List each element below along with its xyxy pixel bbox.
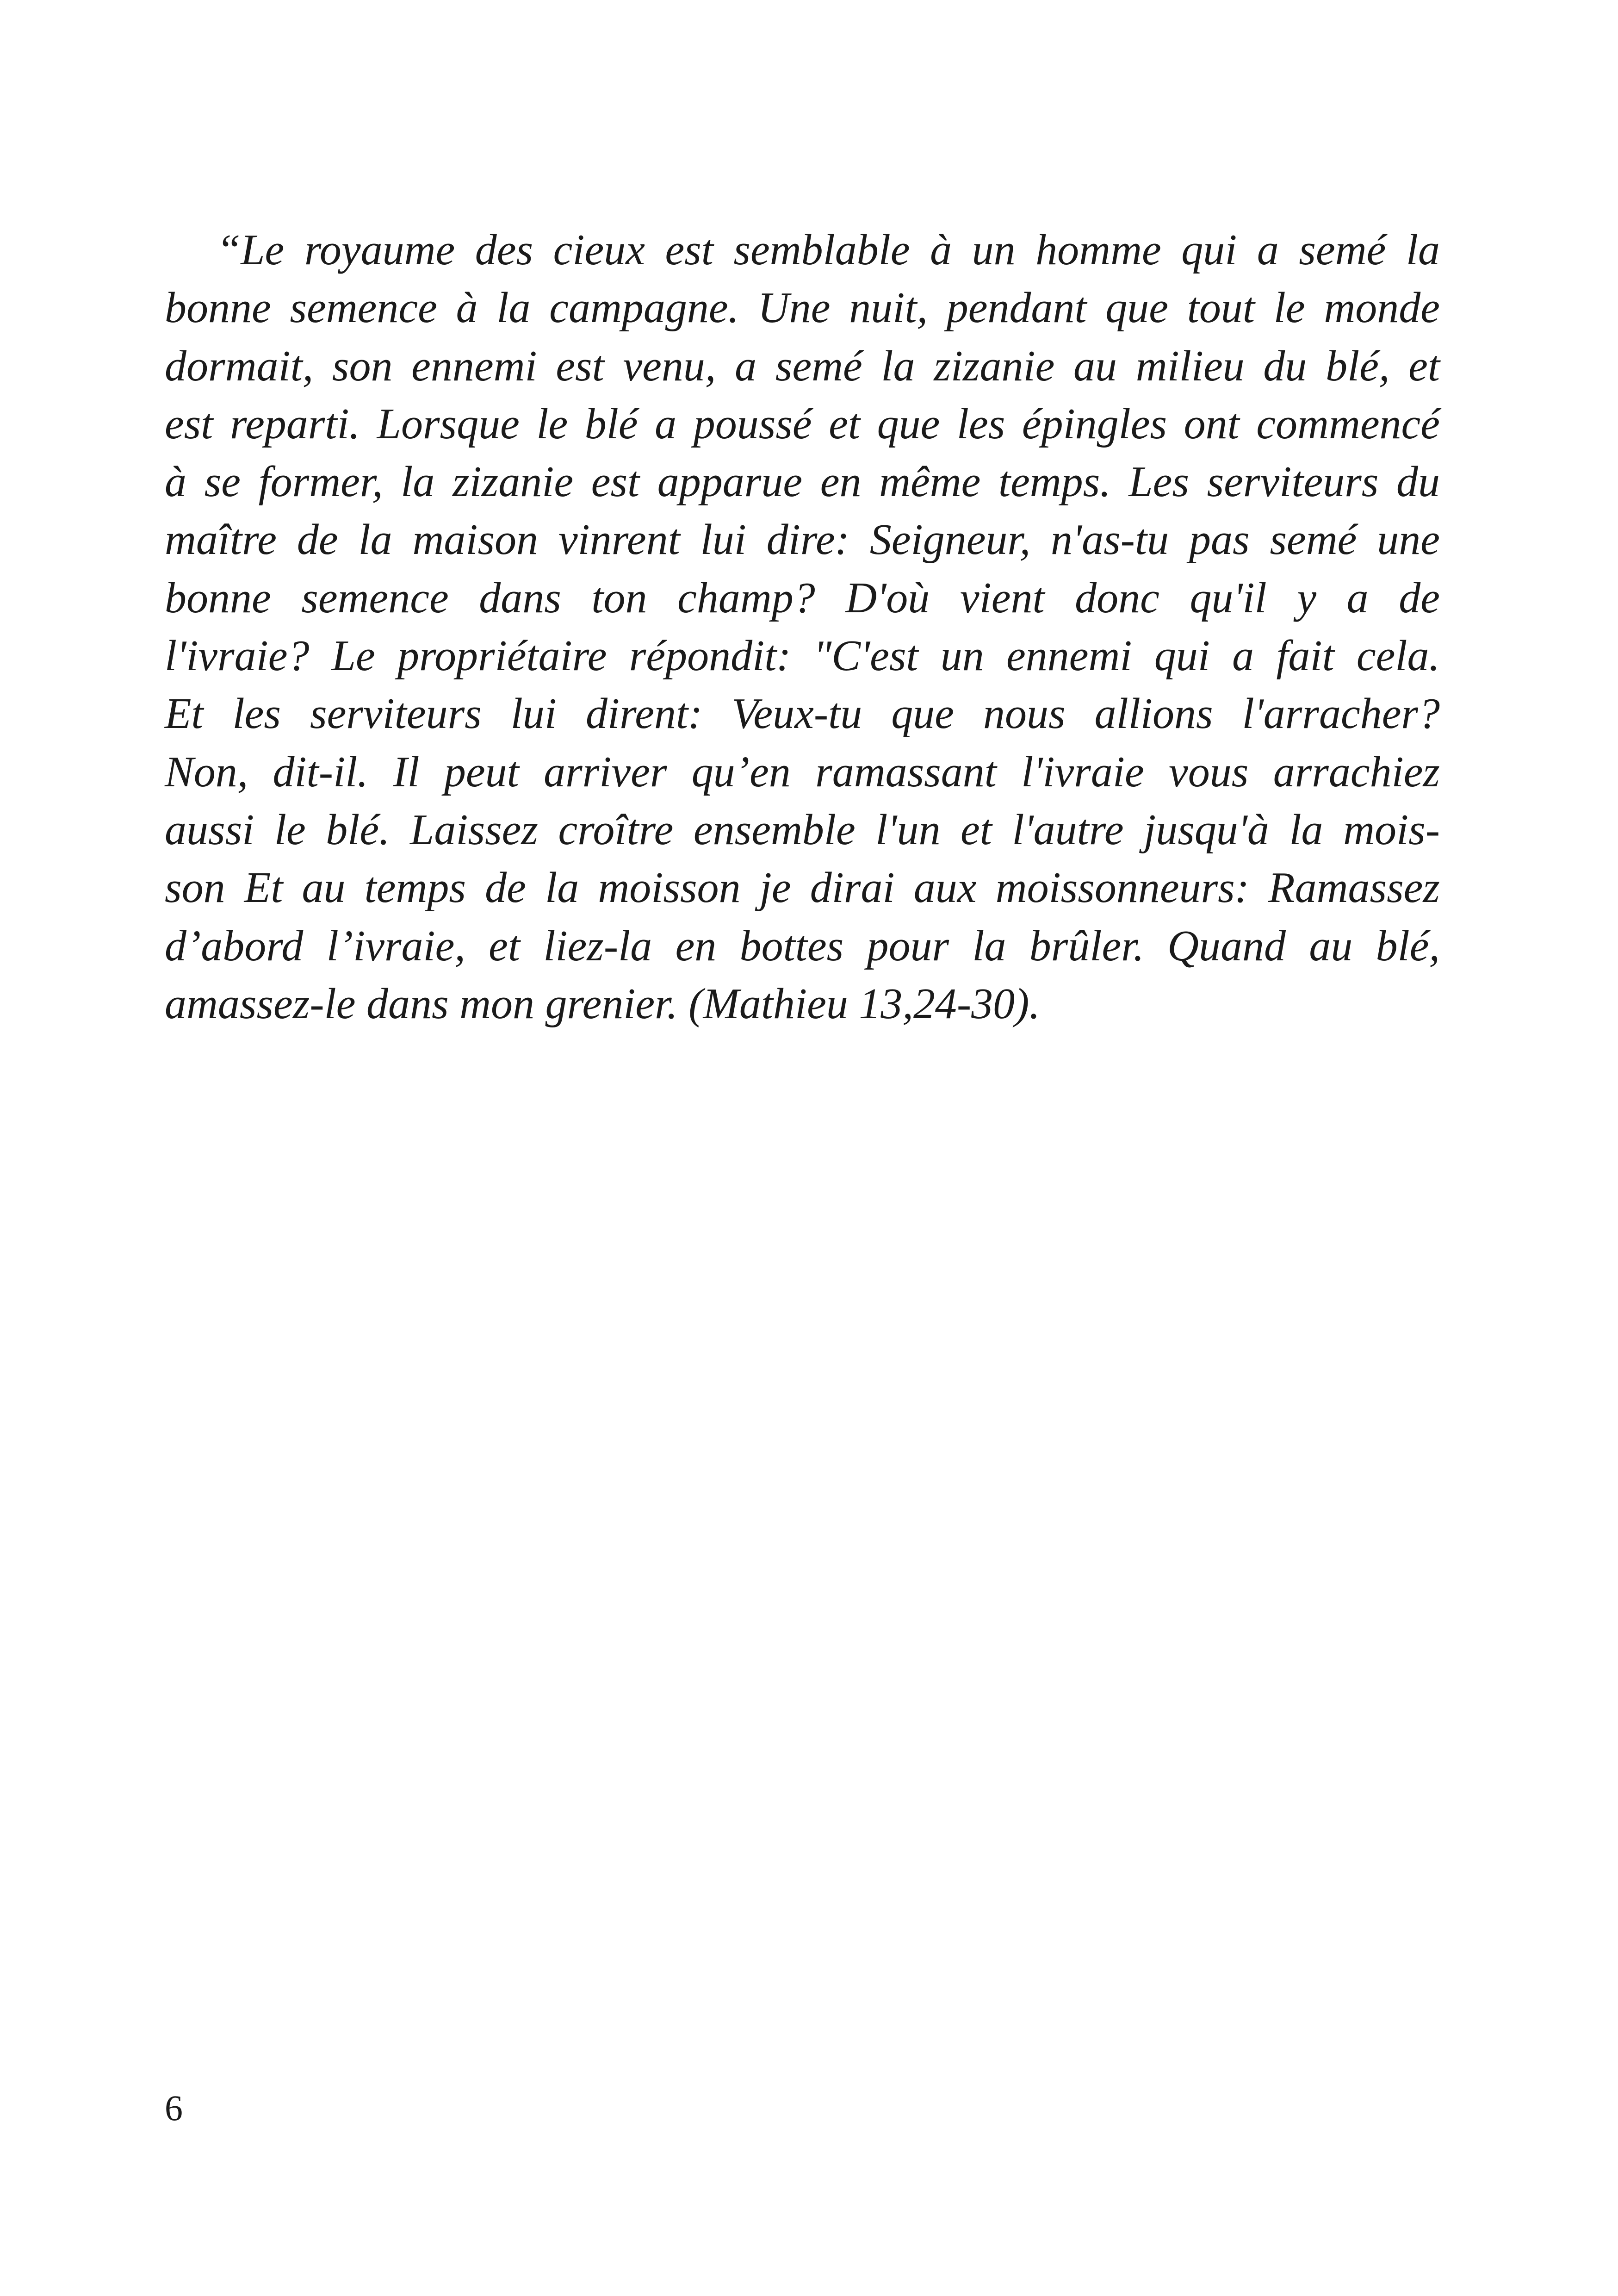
paragraph-line: amassez-le dans mon grenier. (Mathieu 13,24-30). (165, 979, 1040, 1028)
paragraph-line: bonne semence dans ton champ? D'où vient donc qu'il y a de (165, 573, 1440, 622)
paragraph-line: Et les serviteurs lui dirent: Veux-tu que nous allions l'arracher? (165, 690, 1440, 738)
paragraph-line: dormait, son ennemi est venu, a semé la zizanie au milieu du blé, et (165, 342, 1440, 390)
paragraph-line: bonne semence à la campagne. Une nuit, pendant que tout le monde (165, 284, 1440, 332)
paragraph-line: son Et au temps de la moisson je dirai aux moissonneurs: Ramassez (165, 864, 1440, 912)
parable-paragraph (165, 221, 1440, 1033)
paragraph-line: “Le royaume des cieux est semblable à un homme qui a semé la (217, 226, 1440, 274)
paragraph-line: Non, dit-il. Il peut arriver qu’en ramassant l'ivraie vous arrachiez (165, 747, 1440, 796)
paragraph-line: d’abord l’ivraie, et liez-la en bottes pour la brûler. Quand au blé, (165, 921, 1440, 970)
paragraph-line: maître de la maison vinrent lui dire: Seigneur, n'as-tu pas semé une (165, 516, 1440, 564)
paragraph-line: à se former, la zizanie est apparue en même temps. Les serviteurs du (165, 458, 1440, 506)
paragraph-line: aussi le blé. Laissez croître ensemble l'un et l'autre jusqu'à la mois- (165, 805, 1440, 854)
paragraph-line: l'ivraie? Le propriétaire répondit: "C'est un ennemi qui a fait cela. (165, 632, 1440, 680)
page-number: 6 (165, 2088, 183, 2128)
paragraph-line: est reparti. Lorsque le blé a poussé et que les épingles ont commencé (165, 399, 1440, 448)
